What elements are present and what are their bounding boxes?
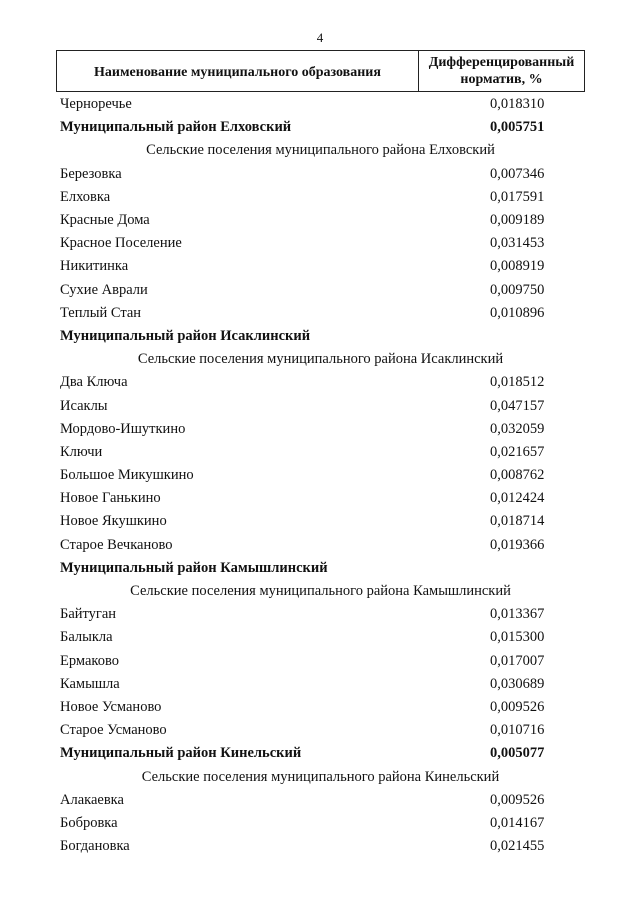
table-row [56,232,585,255]
table-row [56,673,585,696]
section-subheader-text: Сельские поселения муниципального района Исаклинский [137,351,504,368]
row-name: Мордово-Ишуткино [60,420,186,437]
row-value: 0,009526 [490,791,545,808]
row-value: 0,012424 [490,490,545,507]
row-name: Теплый Стан [60,304,142,321]
table-row [56,279,585,302]
row-name: Большое Микушкино [60,467,194,484]
table-row [56,163,585,186]
row-name: Алакаевка [60,791,124,808]
table-row [56,394,585,417]
row-name: Новое Ганькино [60,490,161,507]
row-value: 0,010896 [490,304,545,321]
table-body [56,93,585,858]
district-row [56,325,585,348]
row-name: Камышла [60,675,120,692]
section-subheader-row [56,348,585,371]
row-value: 0,030689 [490,675,545,692]
row-name: Красное Поселение [60,235,182,252]
row-value: 0,047157 [490,397,545,414]
row-value: 0,009750 [490,281,545,298]
row-name: Ермаково [60,652,119,669]
row-name: Богдановка [60,838,130,855]
row-name: Байтуган [60,606,117,623]
table-row [56,441,585,464]
table-row [56,93,585,116]
table-row [56,603,585,626]
section-subheader-text: Сельские поселения муниципального района Кинельский [141,768,500,785]
table-row [56,255,585,278]
row-value: 0,013367 [490,606,545,623]
page-number: 4 [316,30,324,45]
table-row [56,719,585,742]
section-subheader-text: Сельские поселения муниципального района Елховский [146,142,495,159]
table-row [56,812,585,835]
row-value: 0,017007 [490,652,545,669]
row-name: Балыкла [60,629,113,646]
row-value: 0,019366 [490,536,545,553]
section-subheader-row [56,580,585,603]
table-row [56,186,585,209]
column-header-norm [419,51,584,91]
column-header-norm-line2: норматив, % [460,72,543,87]
table-row [56,789,585,812]
district-row [56,742,585,765]
column-header-norm-line1: Дифференцированный [428,55,575,70]
table-row [56,650,585,673]
row-name: Красные Дома [60,212,150,229]
row-value: 0,005077 [490,745,545,762]
row-name: Старое Усманово [60,722,167,739]
row-name: Муниципальный район Кинельский [60,745,302,762]
table-row [56,302,585,325]
district-row [56,557,585,580]
table-row [56,510,585,533]
section-subheader-text: Сельские поселения муниципального района Камышлинский [130,583,511,600]
table-header [56,50,585,92]
table-row [56,487,585,510]
table-row [56,418,585,441]
row-value: 0,021657 [490,443,545,460]
row-value: 0,008762 [490,467,545,484]
row-name: Березовка [60,165,122,182]
row-name: Старое Вечканово [60,536,173,553]
table-row [56,696,585,719]
table-row [56,209,585,232]
column-header-name: Наименование муниципального образования [57,51,419,91]
row-name: Муниципальный район Камышлинский [60,559,328,576]
row-name: Муниципальный район Исаклинский [60,327,311,344]
row-name: Исаклы [60,397,108,414]
row-name: Никитинка [60,258,129,275]
row-value: 0,031453 [490,235,545,252]
row-name: Муниципальный район Елховский [60,119,292,136]
row-value: 0,008919 [490,258,545,275]
row-value: 0,018512 [490,374,545,391]
row-name: Новое Усманово [60,698,162,715]
section-subheader-row [56,765,585,788]
row-name: Сухие Аврали [60,281,148,298]
row-name: Елховка [60,188,111,205]
row-value: 0,018714 [490,513,545,530]
row-name: Новое Якушкино [60,513,167,530]
row-name: Черноречье [60,96,132,113]
table-row [56,534,585,557]
row-value: 0,032059 [490,420,545,437]
row-value: 0,017591 [490,188,545,205]
table-row [56,464,585,487]
table-row [56,371,585,394]
row-value: 0,014167 [490,814,545,831]
row-name: Ключи [60,443,103,460]
row-value: 0,021455 [490,838,545,855]
row-value: 0,015300 [490,629,545,646]
table-row [56,835,585,858]
row-value: 0,009526 [490,698,545,715]
row-value: 0,009189 [490,212,545,229]
row-value: 0,005751 [490,119,545,136]
row-name: Бобровка [60,814,118,831]
row-value: 0,010716 [490,722,545,739]
row-value: 0,018310 [490,96,545,113]
row-value: 0,007346 [490,165,545,182]
section-subheader-row [56,139,585,162]
district-row [56,116,585,139]
table-row [56,626,585,649]
row-name: Два Ключа [60,374,128,391]
